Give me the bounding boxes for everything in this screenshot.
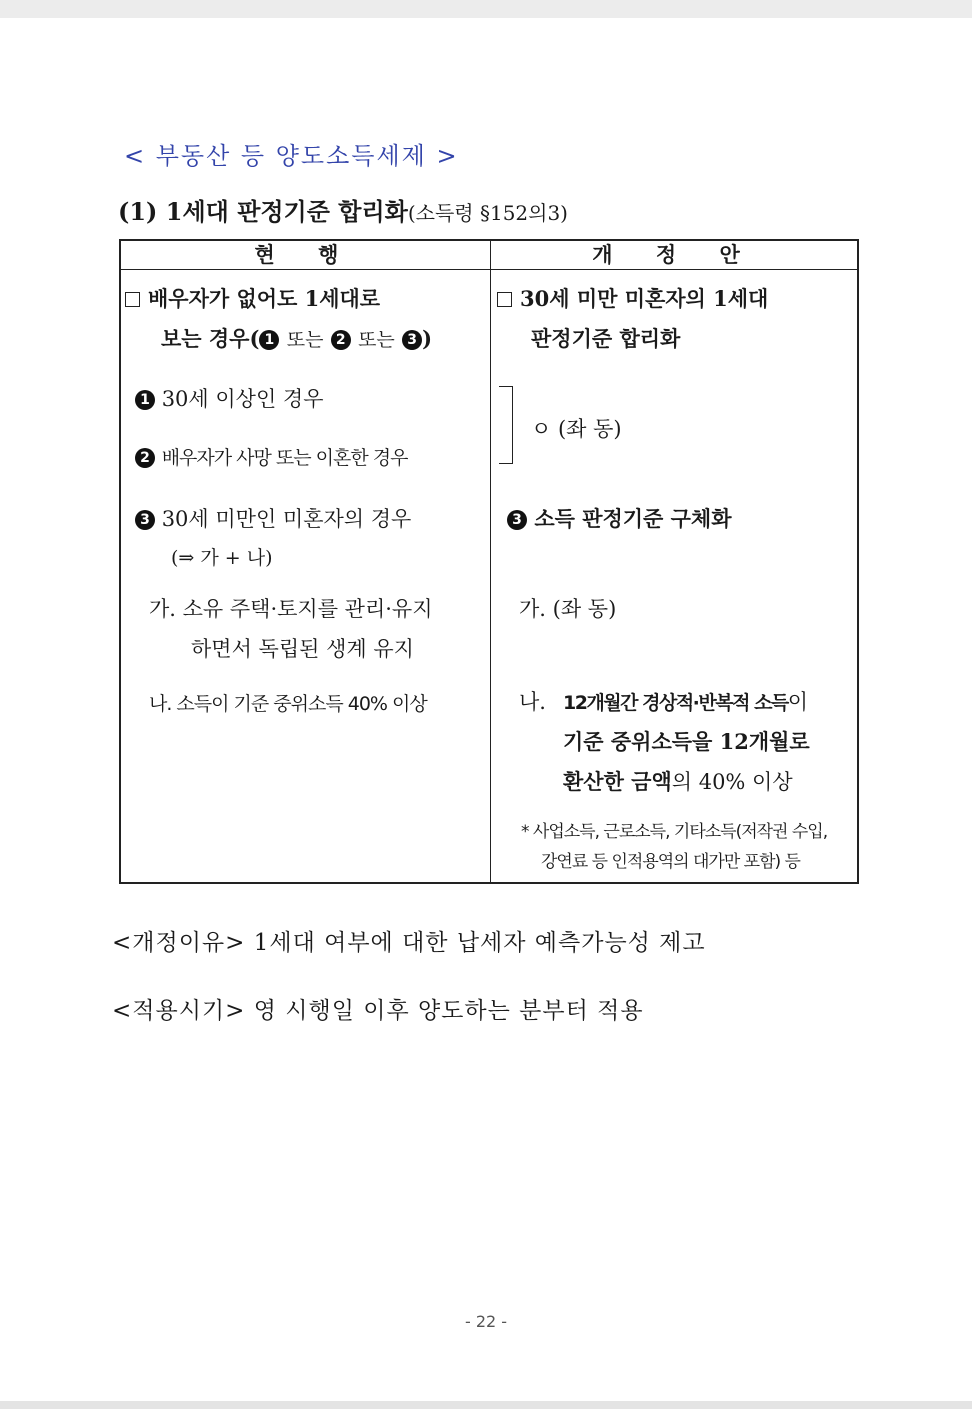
current-item3: 3 30세 미만인 미혼자의 경우 [135,503,411,533]
current-item2: 2 배우자가 사망 또는 이혼한 경우 [135,443,407,470]
current-item3-sub: (⇒ 가 + 나) [171,547,273,569]
viewer-bottom-bar [0,1401,972,1409]
header-divider [121,269,857,270]
header-current: 현 행 [254,242,357,267]
effective-date: <적용시기> 영 시행일 이후 양도하는 분부터 적용 [112,998,644,1024]
current-ga-line1: 가. 소유 주택·토지를 관리·유지 [149,597,433,621]
current-ga-line2: 하면서 독립된 생계 유지 [191,637,414,661]
revised-na-line2: 기준 중위소득을 12개월로 [563,729,810,754]
circled-number-2-icon: 2 [135,448,155,468]
revised-note-line1: * 사업소득, 근로소득, 기타소득(저작권 수입, [521,822,828,842]
current-box-line2: 보는 경우( 1 또는 2 또는 3 ) [161,326,433,351]
checkbox-square-icon [497,292,512,307]
revised-box-line2: 판정기준 합리화 [531,326,681,351]
current-item1: 1 30세 이상인 경우 [135,383,323,413]
bracket-shape [499,386,513,464]
law-reference: (소득령 §152의3) [407,201,568,225]
comparison-table [119,239,859,884]
checkbox-square-icon [125,292,140,307]
viewer-top-bar [0,0,972,18]
revised-na-prefix: 나. [519,690,546,714]
page-number: - 22 - [464,1312,508,1331]
section-title: < 부동산 등 양도소득세제 > [124,142,459,170]
current-box-line1: 배우자가 없어도 1세대로 [125,283,380,313]
revised-same: ㅇ (좌 동) [531,417,622,441]
circled-number-1-icon: 1 [259,330,279,350]
revised-ga: 가. (좌 동) [519,597,617,621]
column-divider [490,241,491,882]
header-revised: 개 정 안 [592,242,758,267]
revised-item3: 3 소득 판정기준 구체화 [507,503,732,533]
item-title [118,192,568,227]
circled-number-3-icon: 3 [507,510,527,530]
revised-na-line3: 환산한 금액의 40% 이상 [563,769,793,794]
revised-na-line1: 12개월간 경상적·반복적 소득이 [563,690,809,714]
item-title-text: (1) 1세대 판정기준 합리화 [118,197,408,226]
current-na: 나. 소득이 기준 중위소득 40% 이상 [149,693,427,715]
circled-number-3-icon: 3 [402,330,422,350]
revision-reason: <개정이유> 1세대 여부에 대한 납세자 예측가능성 제고 [112,930,706,956]
circled-number-2-icon: 2 [331,330,351,350]
circled-number-1-icon: 1 [135,390,155,410]
revised-note-line2: 강연료 등 인적용역의 대가만 포함) 등 [541,852,800,872]
revised-box-line1: 30세 미만 미혼자의 1세대 [497,283,768,313]
circled-number-3-icon: 3 [135,510,155,530]
